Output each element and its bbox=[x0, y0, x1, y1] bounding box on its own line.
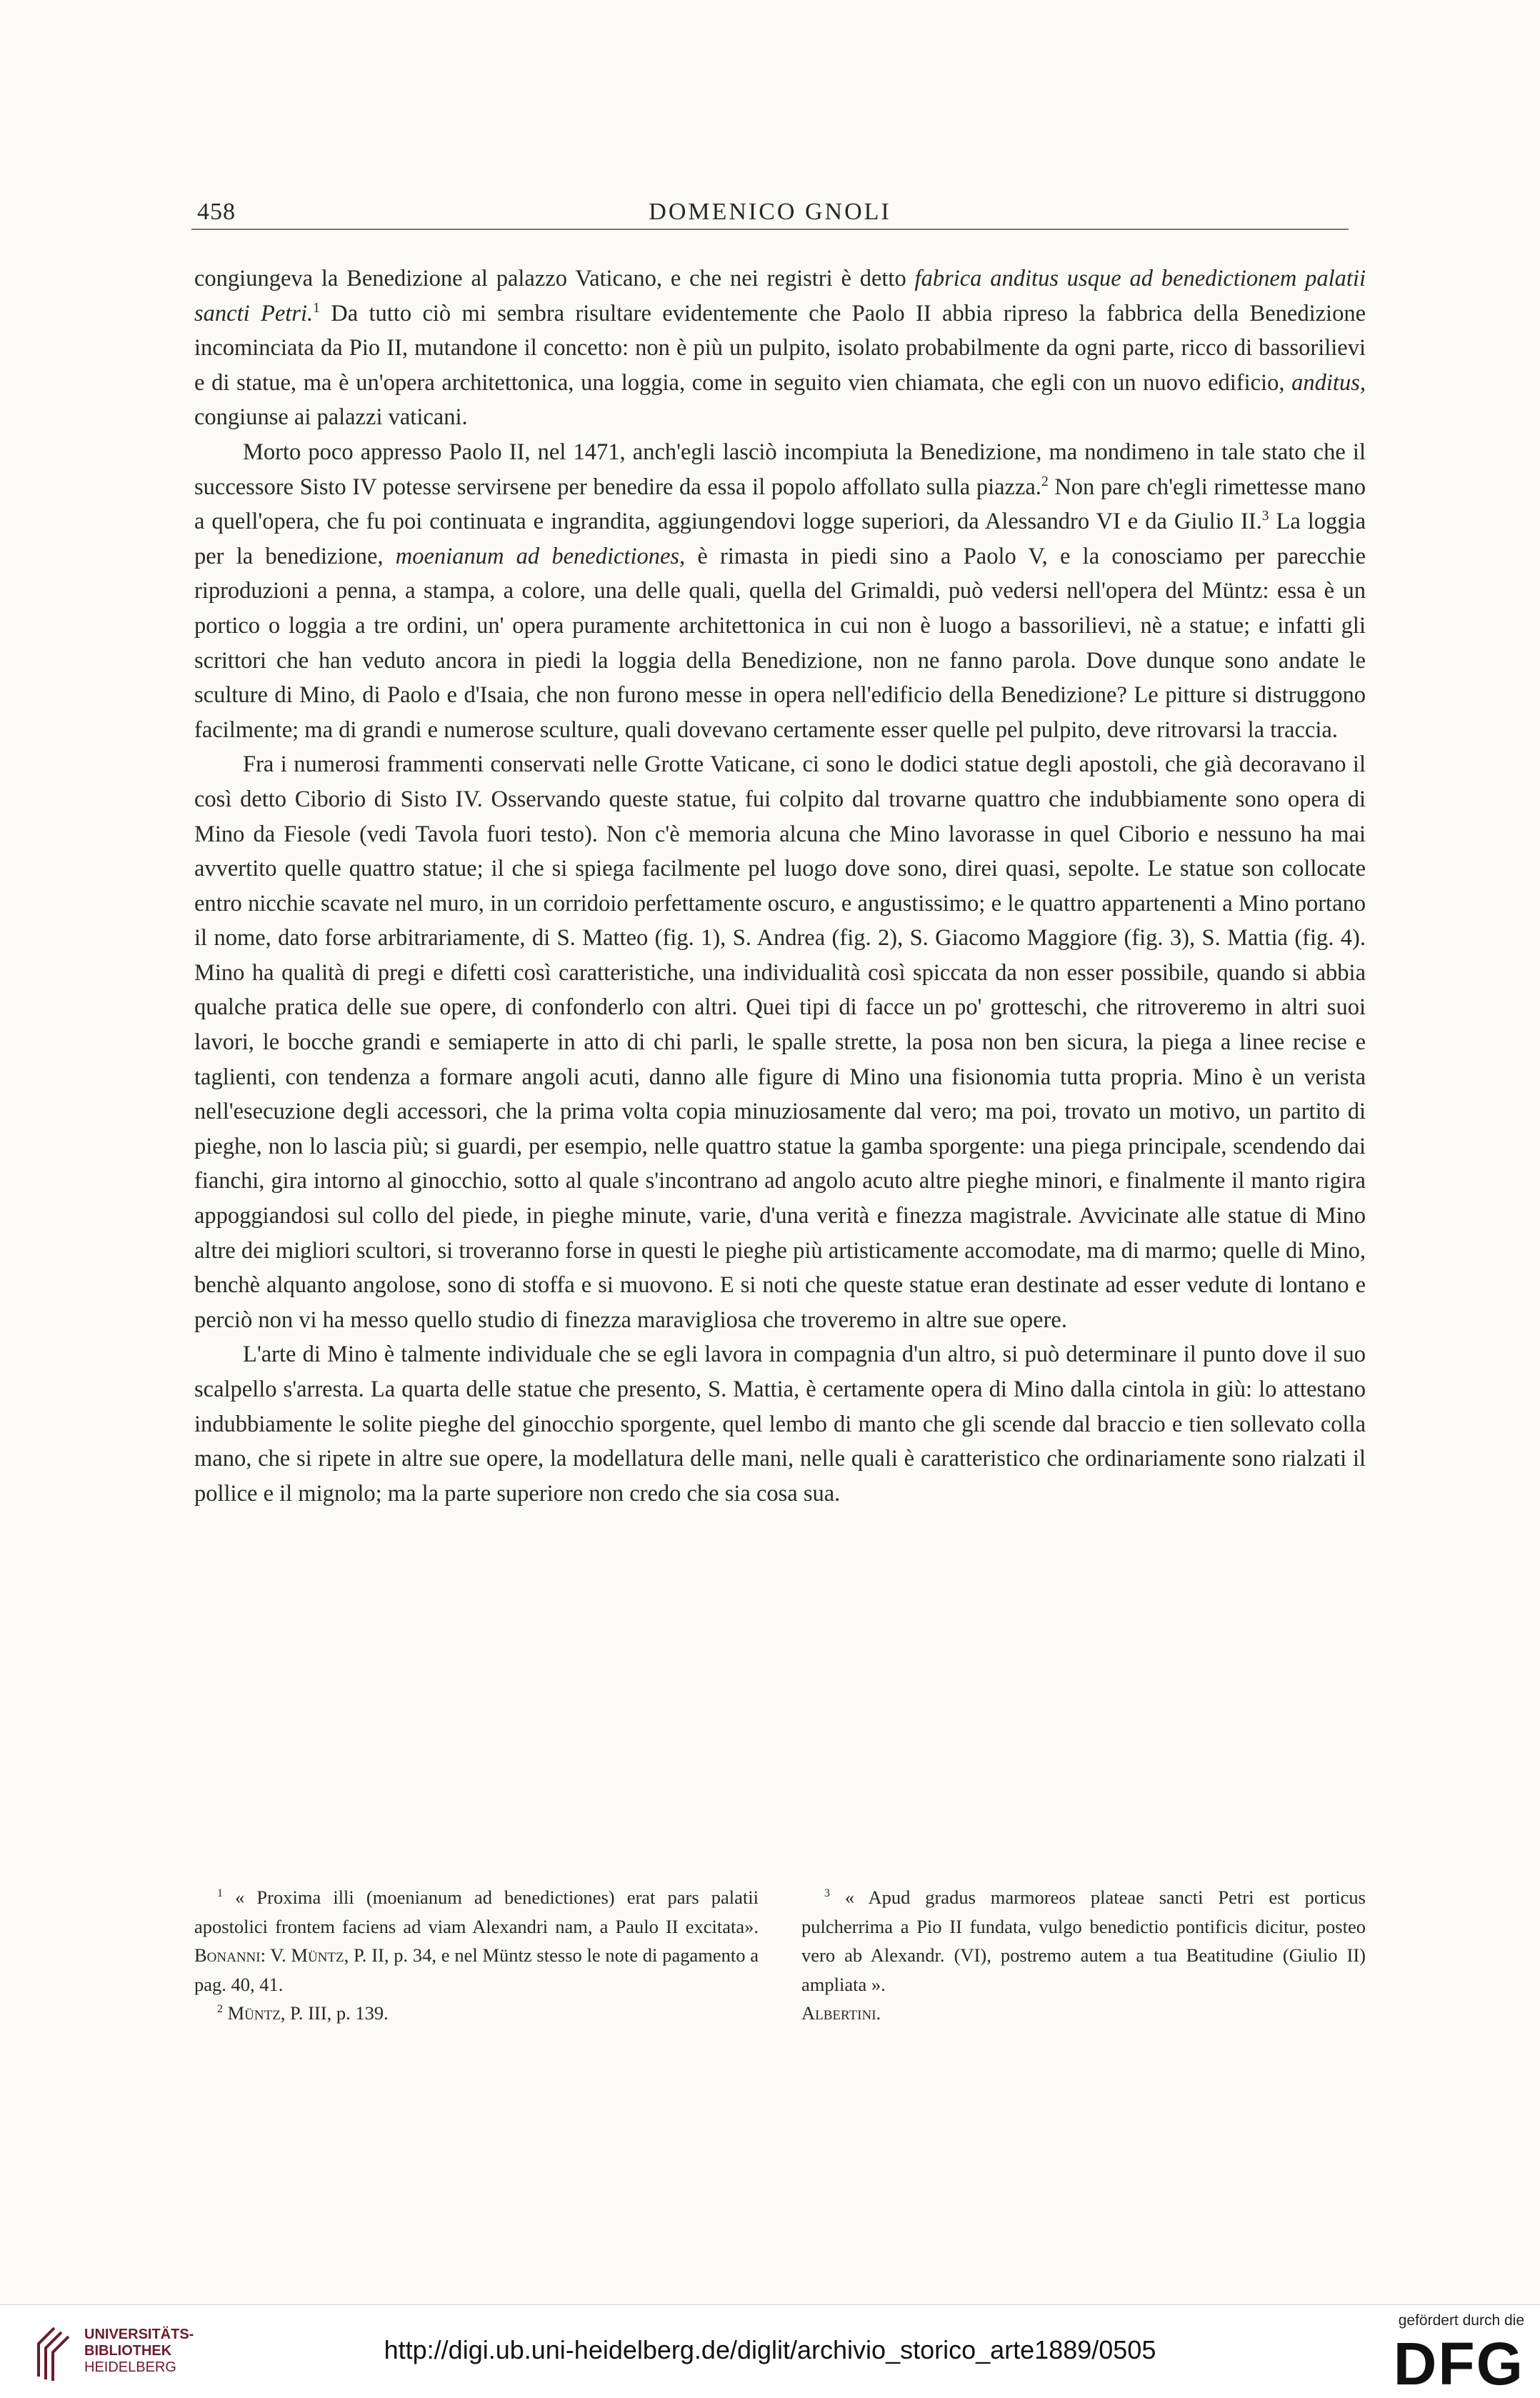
footnotes-right-column bbox=[801, 1883, 1366, 2028]
paragraph-2: Morto poco appresso Paolo II, nel 1471, anch'egli lasciò incompiuta la Benedizione, ma nondimeno in tale stato che il successore Sisto IV potesse servirsene per benedire da essa il popolo affollato sulla piazza.$^2$ Non pare ch'egli rimettesse mano a quell'opera, che fu poi continuata e ingrandita, aggiungendovi logge superiori, da Alessandro VI e da Giulio II.$^3$ La loggia per la benedizione, moenianum ad benedictiones, è rimasta in piedi sino a Paolo V, e la conosciamo per parecchie riproduzioni a penna, a stampa, a colore, una delle quali, quella del Grimaldi, può vedersi nell'opera del Müntz: essa è un portico o loggia a tre ordini, un' opera puramente architettonica in cui non è luogo a bassorilievi, nè a statue; e infatti gli scrittori che han veduto ancora in piedi la loggia della Benedizione, non ne fanno parola. Dove dunque sono andate le sculture di Mino, di Paolo e d'Isaia, che non furono messe in opera nell'edificio della Benedizione? Le pitture si distruggono facilmente; ma di grandi e numerose sculture, quali dovevano certamente esser quelle pel pulpito, deve ritrovarsi la traccia. bbox=[194, 439, 1366, 743]
footnote-1: $^1$ « Proxima illi (moenianum ad benedictiones) erat pars palatii apostolici frontem faciens ad viam Alexandri nam, a Paulo II excitata». Bonanni: V. Müntz, P. II, p. 34, e nel Müntz stesso le note di pagamento a pag. 40, 41. bbox=[194, 1887, 759, 1995]
footnote-ref-2[interactable]: 2 bbox=[1041, 474, 1049, 489]
paragraph-4: L'arte di Mino è talmente individuale che se egli lavora in compagnia d'un altro, si può determinare il punto dove il suo scalpello s'arresta. La quarta delle statue che presento, S. Mattia, è certamente opera di Mino dalla cintola in giù: lo attestano indubbiamente le solite pieghe del ginocchio sporgente, quel lembo di manto che gli scende dal braccio e tien sollevato colla mano, che si ripete in altre sue opere, la modellatura delle mani, nelle quali è caratteristico che ordinariamente sono rialzati il pollice e il mignolo; ma la parte superiore non credo che sia cosa sua. bbox=[194, 1342, 1366, 1507]
footnote-3-author: Albertini. bbox=[801, 2002, 881, 2024]
page-number: 458 bbox=[197, 199, 236, 225]
running-head bbox=[191, 194, 1349, 230]
latin-quote: fabrica anditus usque ad benedictionem palatii sancti Petri. bbox=[194, 266, 1366, 326]
permalink-url[interactable]: http://digi.ub.uni-heidelberg.de/diglit/archivio_storico_arte1889/0505 bbox=[384, 2335, 1156, 2364]
running-title: DOMENICO GNOLI bbox=[649, 199, 891, 225]
footnote-ref-1[interactable]: 1 bbox=[313, 300, 320, 316]
paragraph-1: congiungeva la Benedizione al palazzo Vaticano, e che nei registri è detto fabrica anditus usque ad benedictionem palatii sancti Petri.$^1$ Da tutto ciò mi sembra risultare evidentemente che Paolo II abbia ripreso la fabbrica della Benedizione incominciata da Pio II, mutandone il concetto: non è più un pulpito, isolato probabilmente da ogni parte, ricco di bassorilievi e di statue, ma è un'opera architettonica, una loggia, come in seguito vien chiamata, che egli con un nuovo edificio, anditus, congiunse ai palazzi vaticani. bbox=[194, 266, 1366, 431]
footnote-3: $^3$ « Apud gradus marmoreos plateae sancti Petri est porticus pulcherrima a Pio II fundata, vulgo benedictio pontificis dicitur, posteo vero ab Alexandr. (VI), postremo autem a tua Beatitudine (Giulio II) ampliata ». bbox=[801, 1887, 1366, 1995]
footnote-ref-3[interactable]: 3 bbox=[1261, 509, 1269, 524]
footnote-2: $^2$ Müntz, P. III, p. 139. bbox=[217, 2002, 389, 2024]
library-name[interactable]: UNIVERSITÄTS- BIBLIOTHEK HEIDELBERG bbox=[84, 2327, 194, 2375]
latin-term: moenianum ad benedictiones, bbox=[395, 543, 686, 569]
footnotes bbox=[194, 1883, 1366, 2028]
funded-by-label: gefördert durch die bbox=[1398, 2312, 1524, 2329]
body-text bbox=[194, 261, 1366, 1511]
paragraph-3: Fra i numerosi frammenti conservati nelle Grotte Vaticane, ci sono le dodici statue degli apostoli, che già decoravano il così detto Ciborio di Sisto IV. Osservando queste statue, fui colpito dal trovarne quattro che indubbiamente sono opera di Mino da Fiesole (vedi Tavola fuori testo). Non c'è memoria alcuna che Mino lavorasse in quel Ciborio e nessuno ha mai avvertito quelle quattro statue; il che si spiega facilmente pel luogo dove sono, direi quasi, sepolte. Le statue son collocate entro nicchie scavate nel muro, in un corridoio perfettamente oscuro, e angustissimo; e le quattro appartenenti a Mino portano il nome, dato forse arbitrariamente, di S. Matteo (fig. 1), S. Andrea (fig. 2), S. Giacomo Maggiore (fig. 3), S. Mattia (fig. 4). Mino ha qualità di pregi e difetti così caratteristiche, una individualità così spiccata da non esser possibile, quando si abbia qualche pratica delle sue opere, di confonderlo con altri. Quei tipi di facce un po' grotteschi, che ritroveremo in altri suoi lavori, le bocche grandi e semiaperte in atto di chi parli, le spalle strette, la posa non ben sicura, la piega a linee recise e taglienti, con tendenza a formare angoli acuti, danno alle figure di Mino una fisionomia tutta propria. Mino è un verista nell'esecuzione degli accessori, che la prima volta copia minuziosamente dal vero; ma poi, trovato un motivo, un partito di pieghe, non lo lascia più; si guardi, per esempio, nelle quattro statue la gamba sporgente: una piega principale, scendendo dai fianchi, gira intorno al ginocchio, sotto al quale s'incontrano ad angolo acuto altre pieghe minori, e finalmente il manto rigira appoggiandosi sul collo del piede, in pieghe minute, varie, d'una verità e finezza magistrale. Avvicinate alle statue di Mino altre dei migliori scultori, si troveranno forse in questi le pieghe più artisticamente accomodate, ma di marmo; quelle di Mino, benchè alquanto angolose, sono di stoffa e si muovono. E si noti che queste statue eran destinate ad esser vedute di lontano e perciò non vi ha messo quello studio di finezza maravigliosa che troveremo in altre sue opere. bbox=[194, 751, 1366, 1333]
footnotes-left-column bbox=[194, 1883, 759, 2028]
dfg-logo[interactable]: DFG bbox=[1393, 2330, 1524, 2397]
latin-term: anditus, bbox=[1291, 369, 1366, 396]
digitization-footer bbox=[0, 2304, 1540, 2398]
